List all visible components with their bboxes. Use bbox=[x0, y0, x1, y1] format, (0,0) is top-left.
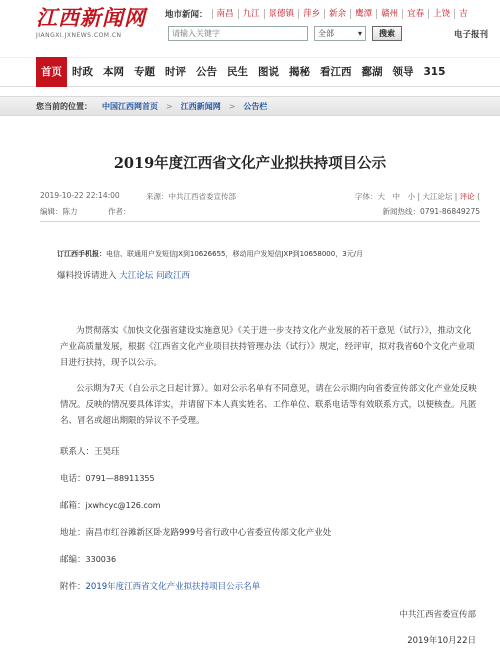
search-button[interactable]: 搜索 bbox=[372, 26, 402, 41]
nav-item[interactable]: 时政 bbox=[72, 66, 93, 78]
forum-link[interactable]: 大江论坛 bbox=[422, 192, 453, 201]
article-title: 2019年度江西省文化产业拟扶持项目公示 bbox=[113, 155, 387, 172]
address-line: 地址：南昌市红谷滩新区卧龙路999号省行政中心省委宣传部文化产业处 bbox=[60, 528, 332, 538]
search-scope-select[interactable] bbox=[314, 26, 366, 41]
sms-subscribe bbox=[57, 249, 477, 259]
main-nav bbox=[0, 57, 500, 87]
email-line: 邮箱：jxwhcyc@126.com bbox=[60, 501, 161, 511]
zip-line: 邮编：330036 bbox=[60, 555, 117, 565]
nav-item[interactable]: 领导 bbox=[392, 66, 414, 78]
city-link[interactable]: 景德镇 bbox=[264, 9, 299, 19]
city-link[interactable]: 新余 bbox=[324, 9, 350, 19]
article-paragraph: 公示期为7天（自公示之日起计算）。如对公示名单有不同意见，请在公示期内向省委宣传部文化产业处反映情况。反映的情况要具体详实，并请留下本人真实姓名、工作单位、联系电话等有效联系方式，以便核查。凡匿名、冒名或超出期限的异议不予受理。 bbox=[60, 384, 477, 426]
zip-code: 330036 bbox=[85, 555, 117, 564]
article-paragraph: 为贯彻落实《加快文化强省建设实施意见》《关于进一步支持文化产业发展的若干意见（试行）》，推动文化产业高质量发展，根据《江西省文化产业项目扶持管理办法（试行）》规定，经评审，拟对我省60个文化产业项目进行扶持，现予以公示。 bbox=[60, 326, 475, 368]
report-line bbox=[57, 269, 190, 281]
meta-divider bbox=[40, 221, 480, 222]
signature: 中共江西省委宣传部 bbox=[399, 610, 476, 620]
nav-item[interactable]: 专题 bbox=[134, 66, 155, 78]
nav-item[interactable]: 图说 bbox=[258, 66, 279, 78]
nav-item[interactable]: 鄱湖 bbox=[361, 66, 383, 78]
city-link[interactable]: 上饶 bbox=[428, 9, 454, 19]
city-link[interactable]: 赣州 bbox=[376, 9, 402, 19]
site-logo[interactable] bbox=[36, 6, 152, 46]
breadcrumb-link-home[interactable]: 中国江西网首页 bbox=[102, 101, 158, 111]
article-author: 作者： bbox=[108, 207, 131, 216]
article-tools: 字体：大 中 小 | 大江论坛 | 评论 ( bbox=[355, 192, 480, 201]
logo-title: 江西新闻网 bbox=[36, 5, 146, 30]
breadcrumb-separator: > bbox=[228, 101, 236, 111]
report-prefix: 爆料投诉请进入 bbox=[57, 271, 117, 281]
forum-report-link[interactable]: 大江论坛 bbox=[119, 271, 154, 281]
contact-name: 王昊珏 bbox=[94, 447, 120, 457]
email-address: jxwhcyc@126.com bbox=[85, 501, 161, 510]
breadcrumb-label: 您当前的位置： bbox=[36, 101, 92, 111]
attachment-line: 附件：2019年度江西省文化产业拟扶持项目公示名单 bbox=[60, 582, 261, 592]
city-link[interactable]: 南昌 bbox=[212, 9, 238, 19]
article-meta bbox=[40, 191, 480, 203]
logo-url: JIANGXI.JXNEWS.COM.CN bbox=[36, 32, 122, 39]
contact-line: 联系人：王昊珏 bbox=[60, 447, 120, 457]
city-news-bar bbox=[165, 7, 472, 21]
article-meta-secondary bbox=[40, 206, 480, 218]
font-size-control[interactable]: 字体：大 中 小 bbox=[355, 192, 416, 201]
search-bar bbox=[168, 25, 402, 41]
city-news-label: 地市新闻： bbox=[165, 10, 208, 20]
postal-address: 南昌市红谷滩新区卧龙路999号省行政中心省委宣传部文化产业处 bbox=[85, 528, 332, 538]
search-input[interactable] bbox=[168, 26, 308, 41]
publish-date: 2019-10-22 22:14:00 bbox=[40, 191, 120, 200]
sms-text: 电信、联通用户发短信JX到10626655，移动用户发短信JXP到10658000，3元/月 bbox=[106, 250, 364, 258]
city-link[interactable]: 吉 bbox=[454, 9, 472, 19]
news-hotline: 新闻热线：0791-86849275 bbox=[382, 207, 480, 216]
chevron-down-icon: ▾ bbox=[357, 28, 362, 38]
phone-line: 电话：0791—88911355 bbox=[60, 474, 155, 484]
breadcrumb-link-news[interactable]: 江西新闻网 bbox=[180, 101, 221, 111]
city-link[interactable]: 九江 bbox=[238, 9, 264, 19]
attachment-link[interactable]: 2019年度江西省文化产业拟扶持项目公示名单 bbox=[85, 582, 261, 592]
nav-item[interactable]: 315 bbox=[423, 66, 446, 78]
city-link[interactable]: 鹰潭 bbox=[350, 9, 376, 19]
search-scope-value: 全部 bbox=[318, 28, 334, 38]
comment-link[interactable]: 评论 bbox=[459, 192, 475, 201]
sign-date: 2019年10月22日 bbox=[407, 636, 476, 646]
nav-item[interactable]: 揭秘 bbox=[289, 66, 310, 78]
site-header bbox=[0, 0, 500, 52]
nav-item[interactable]: 看江西 bbox=[320, 66, 352, 78]
sms-label: 订江西手机报： bbox=[57, 250, 106, 258]
breadcrumb-separator: > bbox=[166, 101, 173, 111]
nav-item[interactable]: 民生 bbox=[227, 66, 248, 78]
city-link[interactable]: 萍乡 bbox=[298, 9, 324, 19]
nav-item-home[interactable]: 首页 bbox=[36, 57, 67, 87]
breadcrumb bbox=[0, 96, 500, 116]
wenzheng-link[interactable]: 问政江西 bbox=[155, 271, 190, 281]
nav-item[interactable]: 时评 bbox=[165, 66, 186, 78]
phone-number: 0791—88911355 bbox=[85, 474, 155, 483]
nav-item[interactable]: 本网 bbox=[103, 66, 124, 78]
city-link[interactable]: 宜春 bbox=[402, 9, 428, 19]
article-editor: 编辑：陈力 bbox=[40, 207, 78, 216]
nav-item[interactable]: 公告 bbox=[196, 66, 217, 78]
article-source: 来源：中共江西省委宣传部 bbox=[146, 192, 236, 201]
epaper-link[interactable]: 电子报刊 bbox=[454, 30, 489, 40]
breadcrumb-link-notice[interactable]: 公告栏 bbox=[243, 101, 268, 111]
